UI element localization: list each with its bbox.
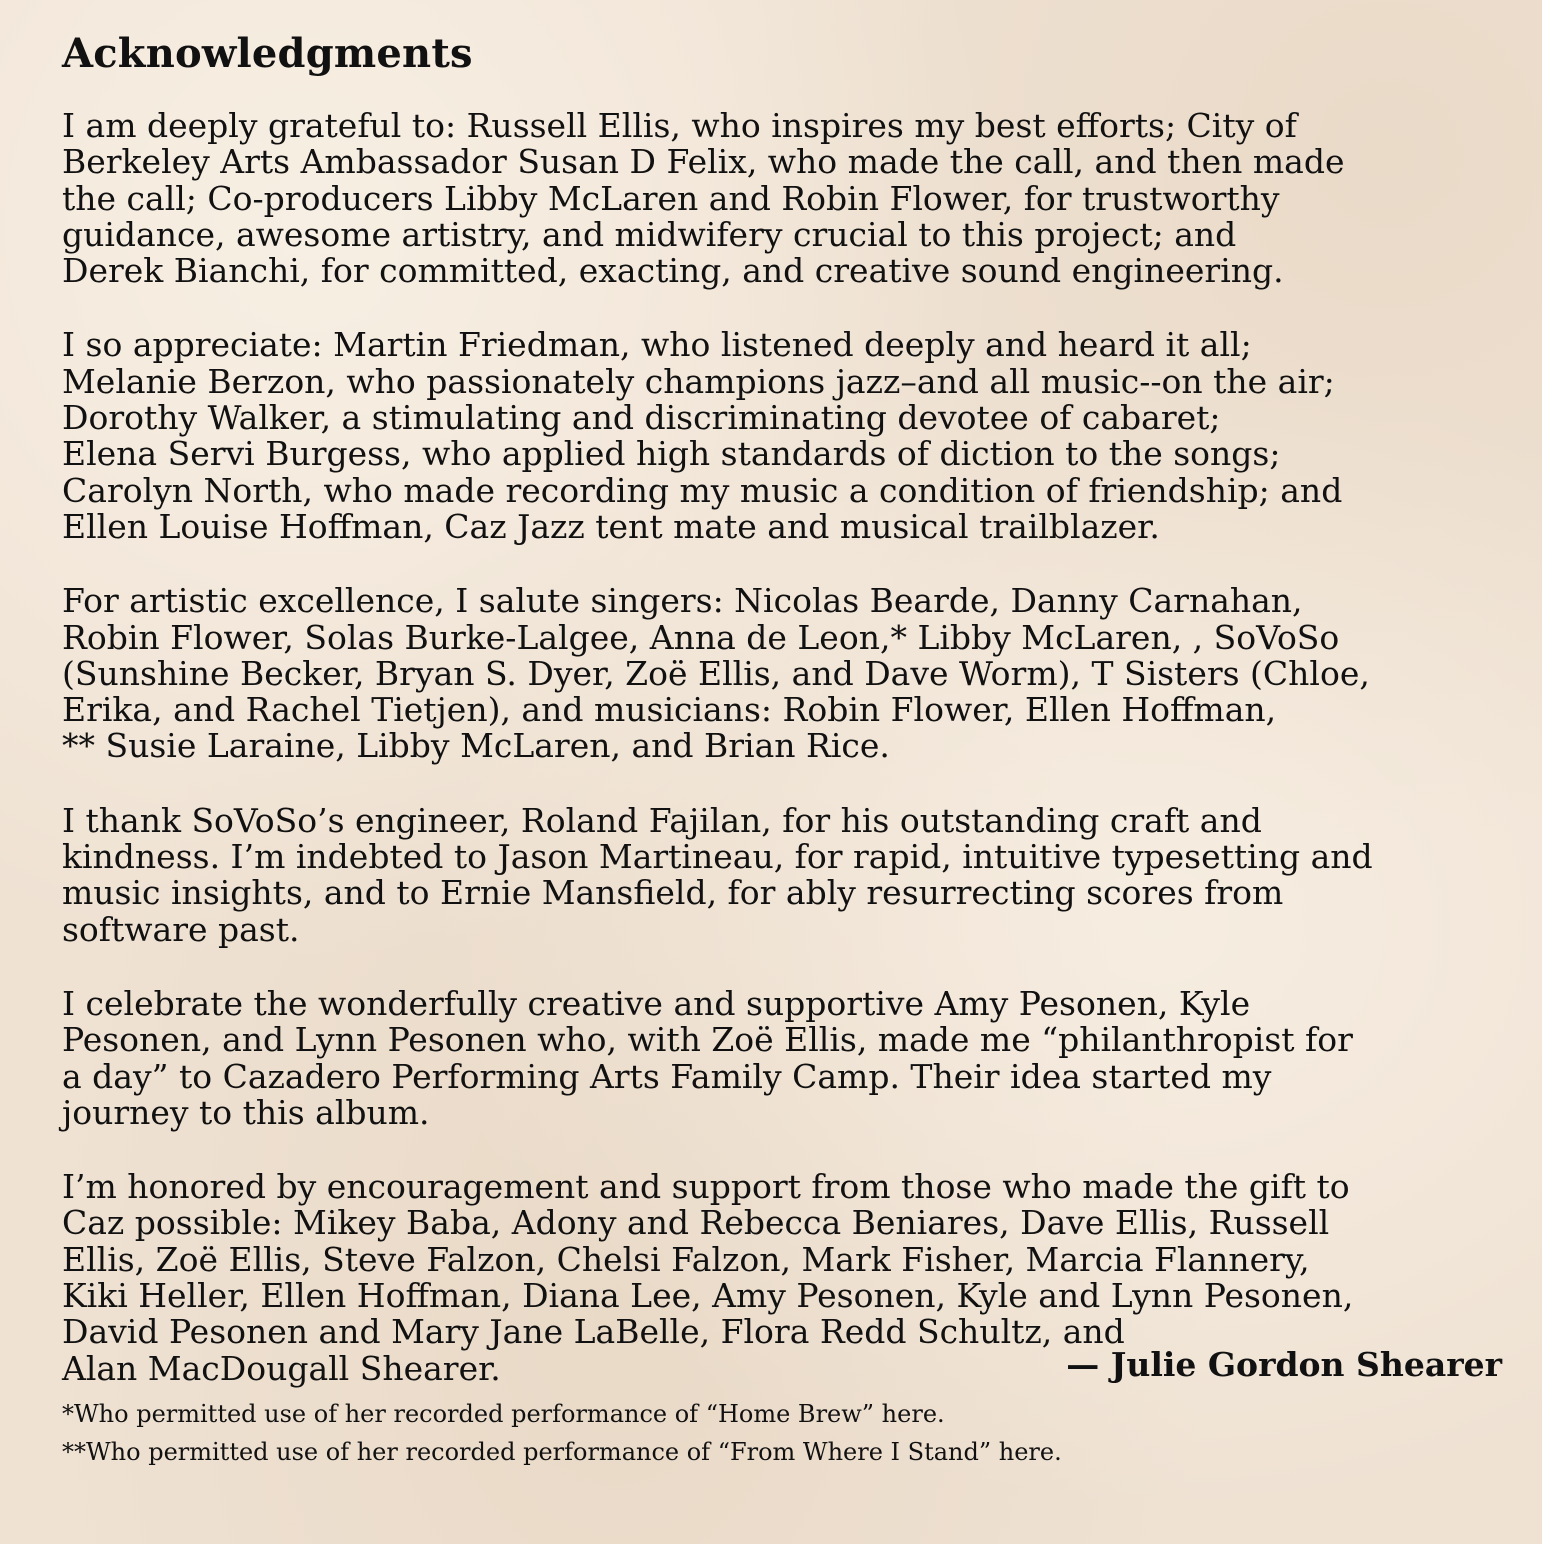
paragraph-supporters: I’m honored by encouragement and support from those who made the gift to Caz possible: Mikey Baba, Adony and Rebecca Beniares, Dave Ellis, Russell Ellis, Zoë Ellis, Steve Falzon, Chelsi Falzon, Mark Fisher, Marcia Flannery, Kiki Heller, Ellen Hoffman, Diana Lee, Amy Pesonen, Kyle and Lynn Pesonen, David Pesonen and Mary Jane LaBelle, Flora Redd Schultz, and Alan MacDougall Shearer. xyxy=(62,1167,1354,1388)
page-title: Acknowledgments xyxy=(62,30,473,77)
paragraph-appreciation: I so appreciate: Martin Friedman, who listened deeply and heard it all; Melanie Berzon, who passionately champions jazz–and all music--on the air; Dorothy Walker, a stimulating and discriminating devotee of cabaret; Elena Servi Burgess, who applied high standards of diction to the songs; Carolyn North, who made recording my music a condition of friendship; and Ellen Louise Hoffman, Caz Jazz tent mate and musical trailblazer. xyxy=(62,325,1343,546)
acknowledgments-page xyxy=(62,30,1522,1471)
author-signature: — Julie Gordon Shearer xyxy=(1066,1344,1502,1384)
paragraph-artists: For artistic excellence, I salute singers: Nicolas Bearde, Danny Carnahan, Robin Flower, Solas Burke-Lalgee, Anna de Leon,* Libby McLaren, , SoVoSo (Sunshine Becker, Bryan S. Dyer, Zoë Ellis, and Dave Worm), T Sisters (Chloe, Erika, and Rachel Tietjen), and musicians: Robin Flower, Ellen Hoffman, ** Susie Laraine, Libby McLaren, and Brian Rice. xyxy=(62,581,1370,766)
footnote-home-brew: *Who permitted use of her recorded performance of “Home Brew” here. xyxy=(62,1399,945,1428)
footnotes xyxy=(62,1395,1522,1471)
footnote-from-where-i-stand: **Who permitted use of her recorded performance of “From Where I Stand” here. xyxy=(62,1437,1062,1466)
paragraph-celebration: I celebrate the wonderfully creative and supportive Amy Pesonen, Kyle Pesonen, and Lynn Pesonen who, with Zoë Ellis, made me “philanthropist for a day” to Cazadero Performing Arts Family Camp. Their idea started my journey to this album. xyxy=(62,983,1353,1132)
paragraph-gratitude: I am deeply grateful to: Russell Ellis, who inspires my best efforts; City of Berkeley Arts Ambassador Susan D Felix, who made the call, and then made the call; Co-producers Libby McLaren and Robin Flower, for trustworthy guidance, awesome artistry, and midwifery crucial to this project; and Derek Bianchi, for committed, exacting, and creative sound engineering. xyxy=(62,106,1345,291)
paragraph-engineers: I thank SoVoSo’s engineer, Roland Fajilan, for his outstanding craft and kindness. I’m indebted to Jason Martineau, for rapid, intuitive typesetting and music insights, and to Ernie Mansfield, for ably resurrecting scores from software past. xyxy=(62,800,1373,949)
